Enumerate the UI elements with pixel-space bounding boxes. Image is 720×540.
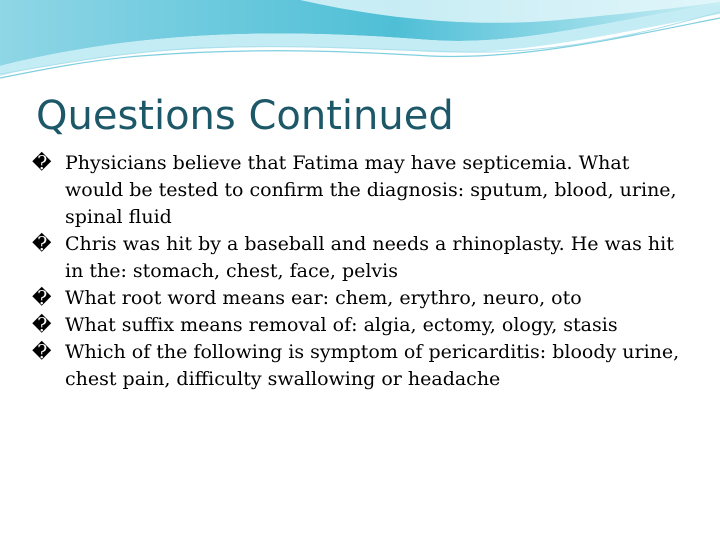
bullet-glyph-icon: � — [32, 341, 52, 363]
bullet-item — [32, 312, 692, 339]
bullet-glyph-icon: � — [32, 287, 52, 309]
bullet-glyph-icon: � — [32, 152, 52, 174]
bullet-item — [32, 231, 692, 285]
bullet-list — [32, 150, 692, 393]
header-wave-decoration — [0, 0, 720, 90]
bullet-text: What root word means ear: chem, erythro, neuro, oto — [65, 287, 582, 309]
bullet-item — [32, 339, 692, 393]
bullet-item — [32, 285, 692, 312]
bullet-item — [32, 150, 692, 231]
bullet-text: Chris was hit by a baseball and needs a rhinoplasty. He was hit in the: stomach, chest, face, pelvis — [65, 233, 674, 282]
bullet-glyph-icon: � — [32, 233, 52, 255]
bullet-text: Which of the following is symptom of pericarditis: bloody urine, chest pain, difficulty swallowing or headache — [65, 341, 680, 390]
bullet-glyph-icon: � — [32, 314, 52, 336]
slide-title: Questions Continued — [36, 93, 454, 139]
bullet-text: What suffix means removal of: algia, ectomy, ology, stasis — [65, 314, 618, 336]
bullet-text: Physicians believe that Fatima may have septicemia. What would be tested to confirm the diagnosis: sputum, blood, urine, spinal fluid — [65, 152, 677, 228]
